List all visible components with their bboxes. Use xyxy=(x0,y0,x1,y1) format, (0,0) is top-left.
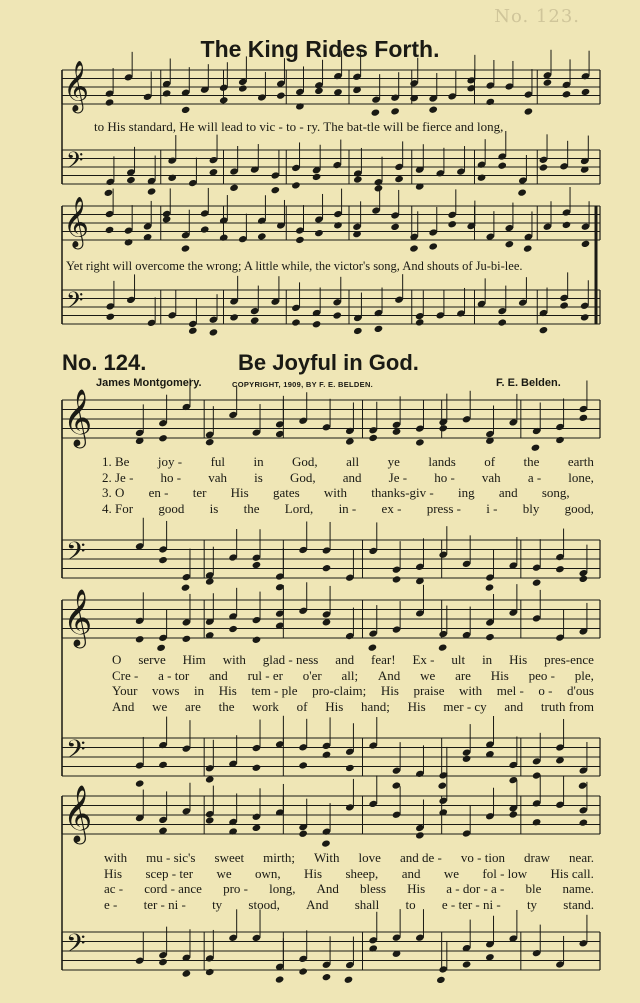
verse-line xyxy=(102,501,594,517)
verse-line xyxy=(112,668,594,684)
lyric-syllable: we xyxy=(216,865,232,881)
notehead xyxy=(532,578,542,586)
notehead xyxy=(124,238,134,246)
lyric-syllable: a - tor xyxy=(158,667,190,683)
lyric-syllable: His xyxy=(509,652,528,667)
lyric-syllable: ho - xyxy=(434,469,455,485)
lyric-syllable: Lord, xyxy=(284,500,314,516)
notehead xyxy=(205,438,215,446)
lyric-syllable: bless xyxy=(360,881,387,896)
notehead xyxy=(252,764,262,772)
hymn-number: No. 124. xyxy=(62,350,147,375)
copyright-notice: COPYRIGHT, 1909, BY F. E. BELDEN. xyxy=(232,380,374,389)
notehead xyxy=(579,818,589,826)
verse-line xyxy=(104,897,594,913)
notehead xyxy=(229,313,239,321)
lyric-syllable: Je - xyxy=(388,469,408,485)
notehead xyxy=(581,240,591,248)
bass-clef: 𝄢 xyxy=(66,735,86,771)
composer-credit: F. E. Belden. xyxy=(496,377,561,389)
notehead xyxy=(106,313,116,321)
lyric-syllable: And xyxy=(377,667,401,683)
notehead xyxy=(497,318,507,326)
lyric-syllable: 2. Je - xyxy=(102,469,134,485)
lyric-syllable: and xyxy=(209,667,228,683)
lyric-syllable: with xyxy=(459,683,483,698)
lyric-syllable: press - xyxy=(426,500,461,516)
lyric-syllable: are xyxy=(455,667,471,683)
notehead xyxy=(158,761,168,769)
lyric-syllable: And xyxy=(112,698,135,714)
top-lyric-line-1: to His standard, He will lead to vic - to - ry. The bat-tle will be fierce and long, xyxy=(94,119,504,134)
lyric-syllable: ex - xyxy=(381,500,402,516)
notehead xyxy=(524,107,534,115)
lyric-syllable: o'er xyxy=(302,667,322,683)
lyric-syllable: Him xyxy=(182,652,206,667)
lyric-syllable: ple, xyxy=(574,667,594,683)
lyric-syllable: is xyxy=(209,500,219,516)
lyric-syllable: and xyxy=(498,485,518,500)
lyric-syllable: and xyxy=(504,698,524,714)
lyric-syllable: in xyxy=(253,454,264,469)
lyric-syllable: song, xyxy=(541,485,570,500)
notehead xyxy=(167,174,177,182)
lyric-syllable: own, xyxy=(255,865,281,881)
notehead xyxy=(291,181,301,189)
notehead xyxy=(322,564,332,572)
lyric-syllable: and xyxy=(401,865,421,881)
notehead xyxy=(532,818,542,826)
notehead xyxy=(437,781,447,789)
lyric-syllable: ult xyxy=(451,652,466,667)
notehead xyxy=(322,751,332,759)
notehead xyxy=(353,327,363,335)
notehead xyxy=(252,636,262,644)
lyric-syllable: with xyxy=(222,652,246,667)
notehead xyxy=(562,90,572,98)
lyric-syllable: of xyxy=(484,454,496,469)
verse-line xyxy=(102,470,594,486)
lyric-syllable: love xyxy=(358,850,381,865)
notehead xyxy=(162,215,172,223)
notehead xyxy=(543,78,553,86)
verse-line xyxy=(112,699,594,715)
notehead xyxy=(345,437,355,445)
notehead xyxy=(447,220,457,228)
hymn-title: Be Joyful in God. xyxy=(238,350,419,375)
verse-line xyxy=(112,652,594,668)
notehead xyxy=(314,87,324,95)
lyric-syllable: vah xyxy=(208,469,228,485)
lyric-syllable: His call. xyxy=(550,865,594,881)
lyric-syllable: in xyxy=(482,652,493,667)
notehead xyxy=(332,311,342,319)
notehead xyxy=(298,761,308,769)
lyric-syllable: God, xyxy=(292,454,318,469)
notehead xyxy=(252,561,262,569)
lyric-syllable: And xyxy=(316,881,339,896)
lyric-syllable: ble xyxy=(525,881,542,896)
notehead xyxy=(344,976,354,984)
lyric-syllable: His xyxy=(325,698,344,714)
lyric-syllable: bly xyxy=(522,500,540,516)
lyric-syllable: praise xyxy=(413,683,445,698)
notehead xyxy=(188,327,198,335)
lyric-syllable: is xyxy=(254,469,263,485)
lyric-syllable: ty xyxy=(526,896,538,912)
lyric-syllable: truth from xyxy=(540,698,594,714)
lyric-syllable: His xyxy=(304,865,323,881)
notehead xyxy=(415,318,425,326)
lyric-syllable: His xyxy=(218,683,237,698)
notehead xyxy=(555,565,565,573)
notehead xyxy=(182,635,192,643)
notehead xyxy=(374,325,384,333)
treble-clef: 𝄞 xyxy=(63,196,90,248)
notehead xyxy=(314,229,324,237)
lyric-syllable: are xyxy=(185,698,201,714)
notehead xyxy=(162,89,172,97)
lyric-syllable: name. xyxy=(562,881,594,896)
notehead xyxy=(205,968,215,976)
notehead xyxy=(415,831,425,839)
lyric-syllable: lands xyxy=(428,454,456,469)
lyric-syllable: scep - ter xyxy=(145,865,194,881)
notehead xyxy=(229,184,239,192)
lyric-syllable: a - xyxy=(527,469,542,485)
lyric-syllable: sheep, xyxy=(345,865,379,881)
lyric-syllable: with xyxy=(323,485,348,500)
lyric-syllable: good, xyxy=(564,500,594,516)
lyric-syllable: sweet xyxy=(214,850,245,865)
lyric-syllable: thanks-giv - xyxy=(371,485,434,500)
notehead xyxy=(322,973,332,981)
notehead xyxy=(462,960,472,968)
lyric-syllable: 3. O xyxy=(102,485,125,500)
lyric-syllable: work xyxy=(252,698,279,714)
lyric-syllable: ing xyxy=(457,485,475,500)
notehead xyxy=(126,176,136,184)
lyric-syllable: Ex - xyxy=(412,652,435,667)
notehead xyxy=(135,635,145,643)
lyric-syllable: to xyxy=(405,896,416,912)
lyric-syllable: God, xyxy=(289,469,316,485)
notehead xyxy=(205,577,215,585)
notehead xyxy=(485,583,495,591)
notehead xyxy=(147,187,157,195)
lyric-syllable: we xyxy=(443,865,460,881)
lyric-syllable: fear! xyxy=(371,652,396,667)
top-lyric-line-2: Yet right will overcome the wrong; A little while, the victor's song, And shouts of Ju-bi-lee. xyxy=(66,259,523,273)
bass-clef: 𝄢 xyxy=(66,929,86,965)
lyric-syllable: ac - xyxy=(104,881,124,896)
lyric-syllable: i - xyxy=(486,500,498,516)
notehead xyxy=(438,643,448,651)
lyric-syllable: ter - ni - xyxy=(143,896,186,912)
lyric-syllable: His xyxy=(230,485,249,500)
notehead xyxy=(156,644,166,652)
notehead xyxy=(555,436,565,444)
lyric-syllable: earth xyxy=(567,454,594,469)
lyric-syllable: long, xyxy=(269,881,296,896)
lyric-syllable: all; xyxy=(341,667,359,683)
notehead xyxy=(394,175,404,183)
notehead xyxy=(209,328,219,336)
verse-line xyxy=(102,454,594,470)
notehead xyxy=(517,188,527,196)
notehead xyxy=(158,958,168,966)
lyric-syllable: rul - er xyxy=(247,667,283,683)
lyric-syllable: a - dor - a - xyxy=(446,881,505,896)
lyric-syllable: mu - sic's xyxy=(146,850,196,865)
notehead xyxy=(257,232,267,240)
notehead xyxy=(477,174,487,182)
lyric-syllable: near. xyxy=(569,850,594,865)
lyric-syllable: ter xyxy=(192,485,207,500)
lyric-syllable: the xyxy=(218,698,235,714)
notehead xyxy=(228,625,238,633)
notehead xyxy=(298,830,308,838)
lyric-syllable: His xyxy=(104,865,123,881)
notehead xyxy=(523,244,533,252)
lyric-syllable: mirth; xyxy=(263,850,295,865)
lyric-syllable: fol - low xyxy=(482,865,528,881)
notehead xyxy=(374,184,384,192)
verse-line xyxy=(112,683,594,699)
notehead xyxy=(205,816,215,824)
lyric-syllable: mer - cy xyxy=(443,698,487,714)
notehead xyxy=(312,173,322,181)
notehead xyxy=(105,98,115,106)
lyric-syllable: peo - xyxy=(528,667,555,683)
notehead xyxy=(238,84,248,92)
lyric-syllable: ho - xyxy=(160,469,182,485)
notehead xyxy=(321,839,331,847)
lyric-syllable: the xyxy=(523,454,540,469)
lyric-syllable: hand; xyxy=(360,698,390,714)
notehead xyxy=(345,764,355,772)
lyric-syllable: glad - ness xyxy=(262,652,319,667)
lyric-syllable: all xyxy=(346,454,360,469)
top-hymn-title: The King Rides Forth. xyxy=(200,36,440,62)
lyric-syllable: draw xyxy=(524,850,550,865)
lyric-syllable: we xyxy=(152,698,168,714)
lyric-syllable: e - ter - ni - xyxy=(441,896,501,912)
notehead xyxy=(436,976,446,984)
lyric-syllable: His xyxy=(380,683,399,698)
notehead xyxy=(581,88,591,96)
lyric-syllable: e - xyxy=(104,896,118,912)
bass-clef: 𝄢 xyxy=(66,537,86,573)
notehead xyxy=(181,583,191,591)
notehead xyxy=(371,108,381,116)
lyric-syllable: o - xyxy=(538,683,553,698)
page-header-ghost: No. 123. xyxy=(494,6,580,27)
notehead xyxy=(135,779,145,787)
lyric-syllable: vows xyxy=(151,683,180,698)
lyric-syllable: ty xyxy=(212,896,223,912)
lyric-syllable: mel - xyxy=(496,683,524,698)
notehead xyxy=(158,556,168,564)
notehead xyxy=(508,810,518,818)
lyric-syllable: with xyxy=(104,850,128,865)
lyric-syllable: and xyxy=(335,652,355,667)
notehead xyxy=(415,438,425,446)
lyric-syllable: shall xyxy=(354,896,380,912)
notehead xyxy=(428,242,438,250)
lyric-syllable: Your xyxy=(112,683,138,698)
bass-clef: 𝄢 xyxy=(66,288,84,320)
notehead xyxy=(392,575,402,583)
lyric-syllable: 4. For xyxy=(102,500,134,516)
notehead xyxy=(531,444,541,452)
bass-clef: 𝄢 xyxy=(66,148,84,180)
lyric-syllable: Cre - xyxy=(112,667,139,683)
notehead xyxy=(271,186,281,194)
notehead xyxy=(579,414,589,422)
lyric-syllable: in - xyxy=(338,500,357,516)
notehead xyxy=(438,424,448,432)
author-credit: James Montgomery. xyxy=(96,377,202,389)
notehead xyxy=(182,969,192,977)
lyric-syllable: stand. xyxy=(563,896,594,912)
verse-line xyxy=(104,850,594,866)
lyric-syllable: pro - xyxy=(223,881,248,896)
lyric-syllable: His xyxy=(490,667,509,683)
notehead xyxy=(181,106,191,114)
lyric-syllable: ful xyxy=(210,454,226,469)
lyric-syllable: good xyxy=(158,500,185,516)
notehead xyxy=(539,326,549,334)
treble-clef: 𝄞 xyxy=(63,60,90,112)
notehead xyxy=(390,107,400,115)
treble-clef: 𝄞 xyxy=(63,388,93,447)
notehead xyxy=(298,967,308,975)
lyric-syllable: the xyxy=(243,500,260,516)
lyric-syllable: en - xyxy=(148,485,169,500)
treble-clef: 𝄞 xyxy=(63,784,93,843)
notehead xyxy=(312,320,322,328)
lyric-syllable: of xyxy=(296,698,308,714)
notehead xyxy=(276,91,286,99)
notehead xyxy=(390,223,400,231)
lyric-syllable: in xyxy=(194,683,205,698)
notehead xyxy=(181,244,191,252)
lyric-syllable: gates xyxy=(272,485,300,500)
lyric-syllable: cord - ance xyxy=(144,881,202,896)
lyric-syllable: O xyxy=(112,652,122,667)
lyric-syllable: we xyxy=(420,667,436,683)
notehead xyxy=(250,316,260,324)
treble-clef: 𝄞 xyxy=(63,588,93,647)
notehead xyxy=(462,755,472,763)
notehead xyxy=(368,434,378,442)
lyric-syllable: stood, xyxy=(248,896,280,912)
lyric-syllable: With xyxy=(314,850,340,865)
notehead xyxy=(578,781,588,789)
notehead xyxy=(505,240,515,248)
notehead xyxy=(486,98,496,106)
lyric-syllable: tem - ple xyxy=(251,683,298,698)
notehead xyxy=(539,163,549,171)
notehead xyxy=(409,244,419,252)
notehead xyxy=(105,226,115,234)
notehead xyxy=(497,161,507,169)
lyric-syllable: pres-ence xyxy=(544,652,594,667)
lyric-syllable: serve xyxy=(138,652,166,667)
lyric-syllable: 1. Be xyxy=(102,454,130,469)
notehead xyxy=(580,313,590,321)
notehead xyxy=(485,633,495,641)
verse-line xyxy=(104,866,594,882)
lyric-syllable: And xyxy=(306,896,329,912)
notehead xyxy=(368,643,378,651)
verse-line xyxy=(104,881,594,897)
lyric-syllable: His xyxy=(407,881,426,896)
notehead xyxy=(559,301,569,309)
notehead xyxy=(579,575,589,583)
notehead xyxy=(291,318,301,326)
notehead xyxy=(295,236,305,244)
lyric-syllable: pro-claim; xyxy=(312,683,367,698)
notehead xyxy=(333,221,343,229)
lyric-syllable: His xyxy=(407,698,426,714)
notehead xyxy=(295,102,305,110)
notehead xyxy=(428,105,438,113)
lyric-syllable: ye xyxy=(387,454,400,469)
lyric-syllable: joy - xyxy=(157,454,183,469)
lyric-syllable: and de - xyxy=(399,850,442,865)
lyric-syllable: vah xyxy=(481,469,501,485)
lyric-syllable: vo - tion xyxy=(460,850,505,865)
notehead xyxy=(353,175,363,183)
verse-line xyxy=(102,485,594,501)
lyric-syllable: d'ous xyxy=(567,683,594,698)
lyric-syllable: lone, xyxy=(568,469,594,485)
notehead xyxy=(104,189,114,197)
notehead xyxy=(562,221,572,229)
notehead xyxy=(158,434,168,442)
notehead xyxy=(200,225,210,233)
notehead xyxy=(275,975,285,983)
lyric-syllable: and xyxy=(342,469,362,485)
